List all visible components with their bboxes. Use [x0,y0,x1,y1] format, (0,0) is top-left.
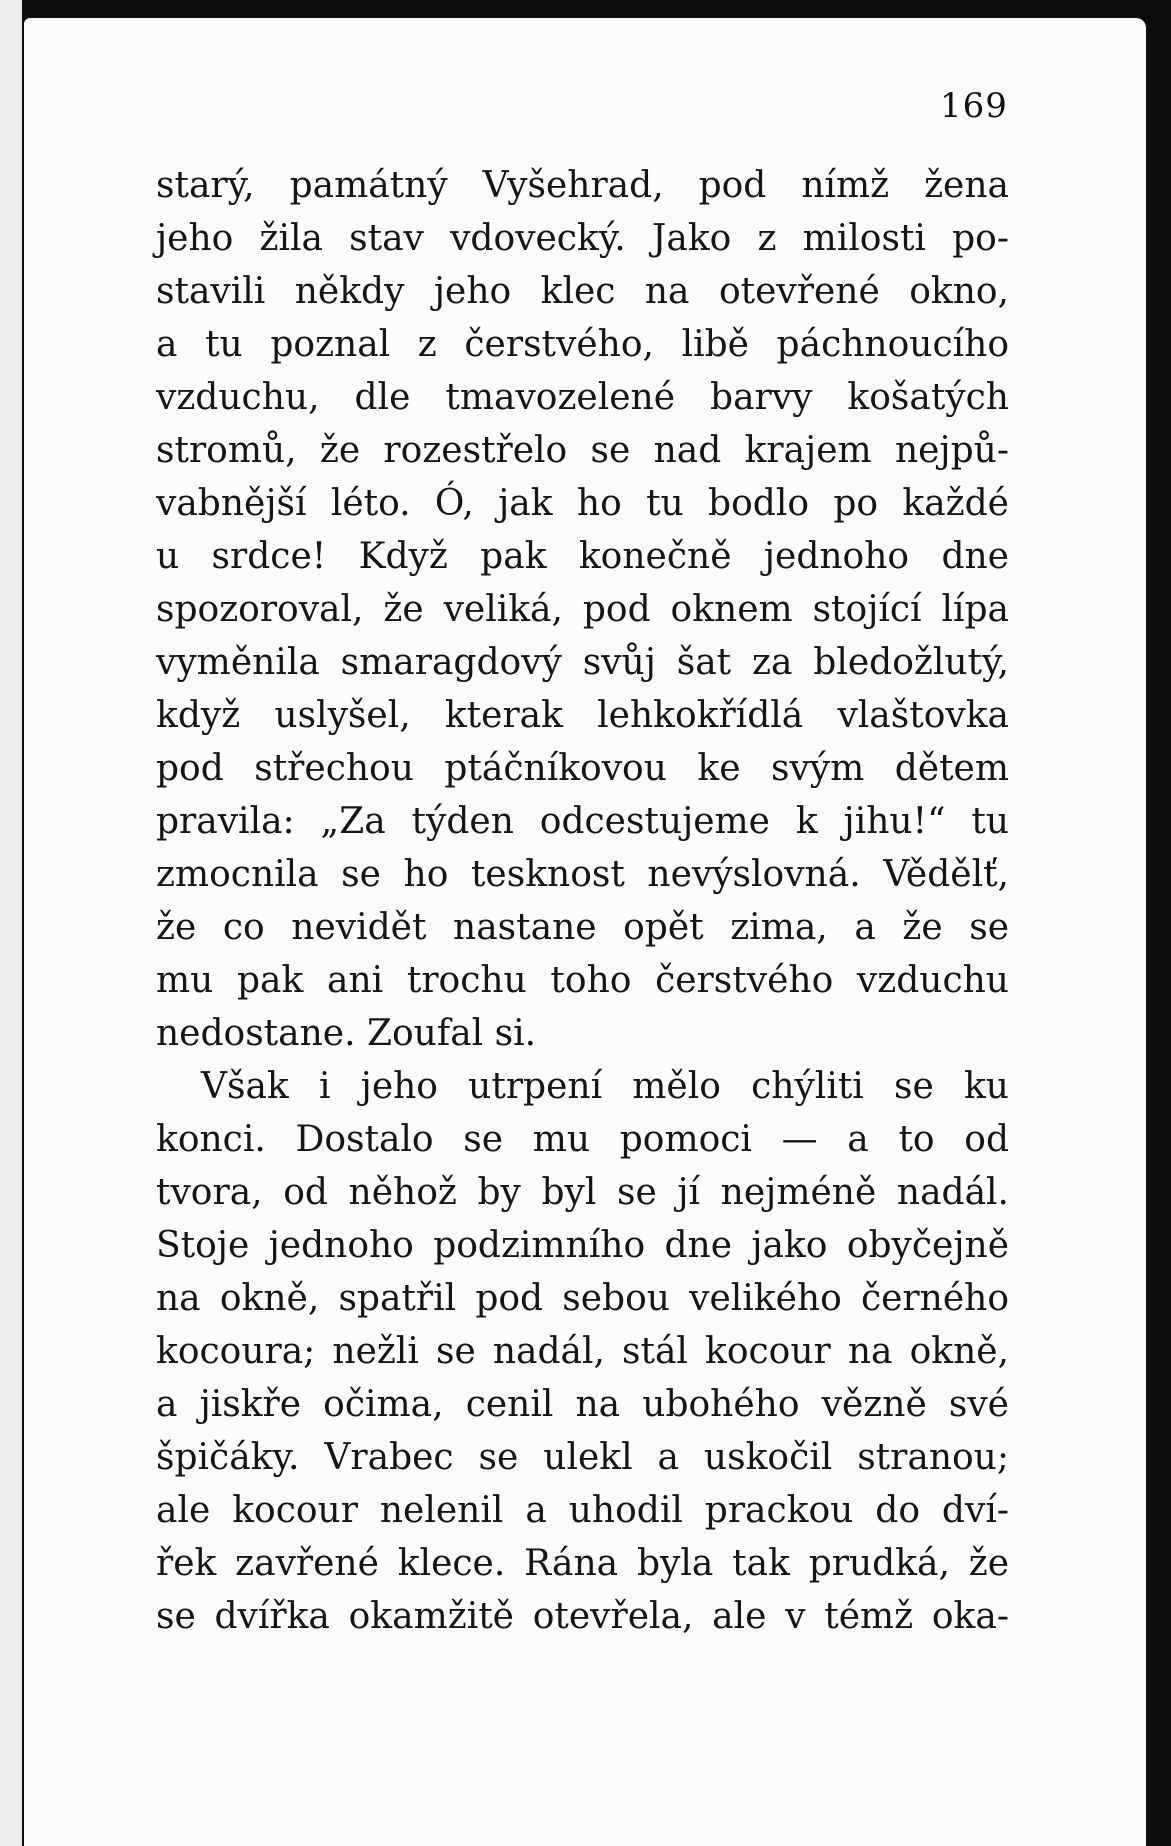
text-line: když uslyšel, kterak lehkokřídlá vlaštovka [156,695,1009,736]
text-line: že co nevidět nastane opět zima, a že se [156,907,1009,948]
text-line: Stoje jednoho podzimního dne jako obyčejně [156,1225,1009,1266]
text-line: u srdce! Když pak konečně jednoho dne [156,536,1009,577]
text-line: spozoroval, že veliká, pod oknem stojící lípa [156,589,1009,630]
text-line: starý, památný Vyšehrad, pod nímž žena [156,165,1009,206]
text-line: kocoura; nežli se nadál, stál kocour na okně, [156,1331,1009,1372]
text-line: a tu poznal z čerstvého, libě páchnoucího [156,324,1009,365]
text-line: jeho žila stav vdovecký. Jako z milosti po- [156,218,1009,259]
text-line: špičáky. Vrabec se ulekl a uskočil stranou; [156,1437,1009,1478]
text-line: zmocnila se ho tesknost nevýslovná. Vědělť, [156,854,1009,895]
text-line: vyměnila smaragdový svůj šat za bledožlutý, [156,642,1009,683]
text-line: tvora, od něhož by byl se jí nejméně nadál. [156,1172,1009,1213]
previous-page-edge [0,0,22,1846]
text-line: vzduchu, dle tmavozelené barvy košatých [156,377,1009,418]
text-line: pravila: „Za týden odcestujeme k jihu!“ tu [156,801,1009,842]
page-text [156,159,1009,1643]
text-line: pod střechou ptáčníkovou ke svým dětem [156,748,1009,789]
text-line: nedostane. Zoufal si. [156,1013,537,1054]
text-line: na okně, spatřil pod sebou velikého černého [156,1278,1009,1319]
text-line: řek zavřené klece. Rána byla tak prudká, že [156,1543,1009,1584]
text-line: vabnější léto. Ó, jak ho tu bodlo po každé [156,483,1009,524]
text-line: konci. Dostalo se mu pomoci — a to od [156,1119,1009,1160]
text-line: ale kocour nelenil a uhodil prackou do dví- [156,1490,1009,1531]
text-line: a jiskře očima, cenil na ubohého vězně své [156,1384,1009,1425]
page-number: 169 [940,86,1008,126]
text-line: Však i jeho utrpení mělo chýliti se ku [201,1066,1009,1107]
text-line: se dvířka okamžitě otevřela, ale v témž oka- [156,1596,1009,1637]
text-line: stromů, že rozestřelo se nad krajem nejpů- [156,430,1009,471]
text-line: mu pak ani trochu toho čerstvého vzduchu [156,960,1009,1001]
text-line: stavili někdy jeho klec na otevřené okno, [156,271,1009,312]
